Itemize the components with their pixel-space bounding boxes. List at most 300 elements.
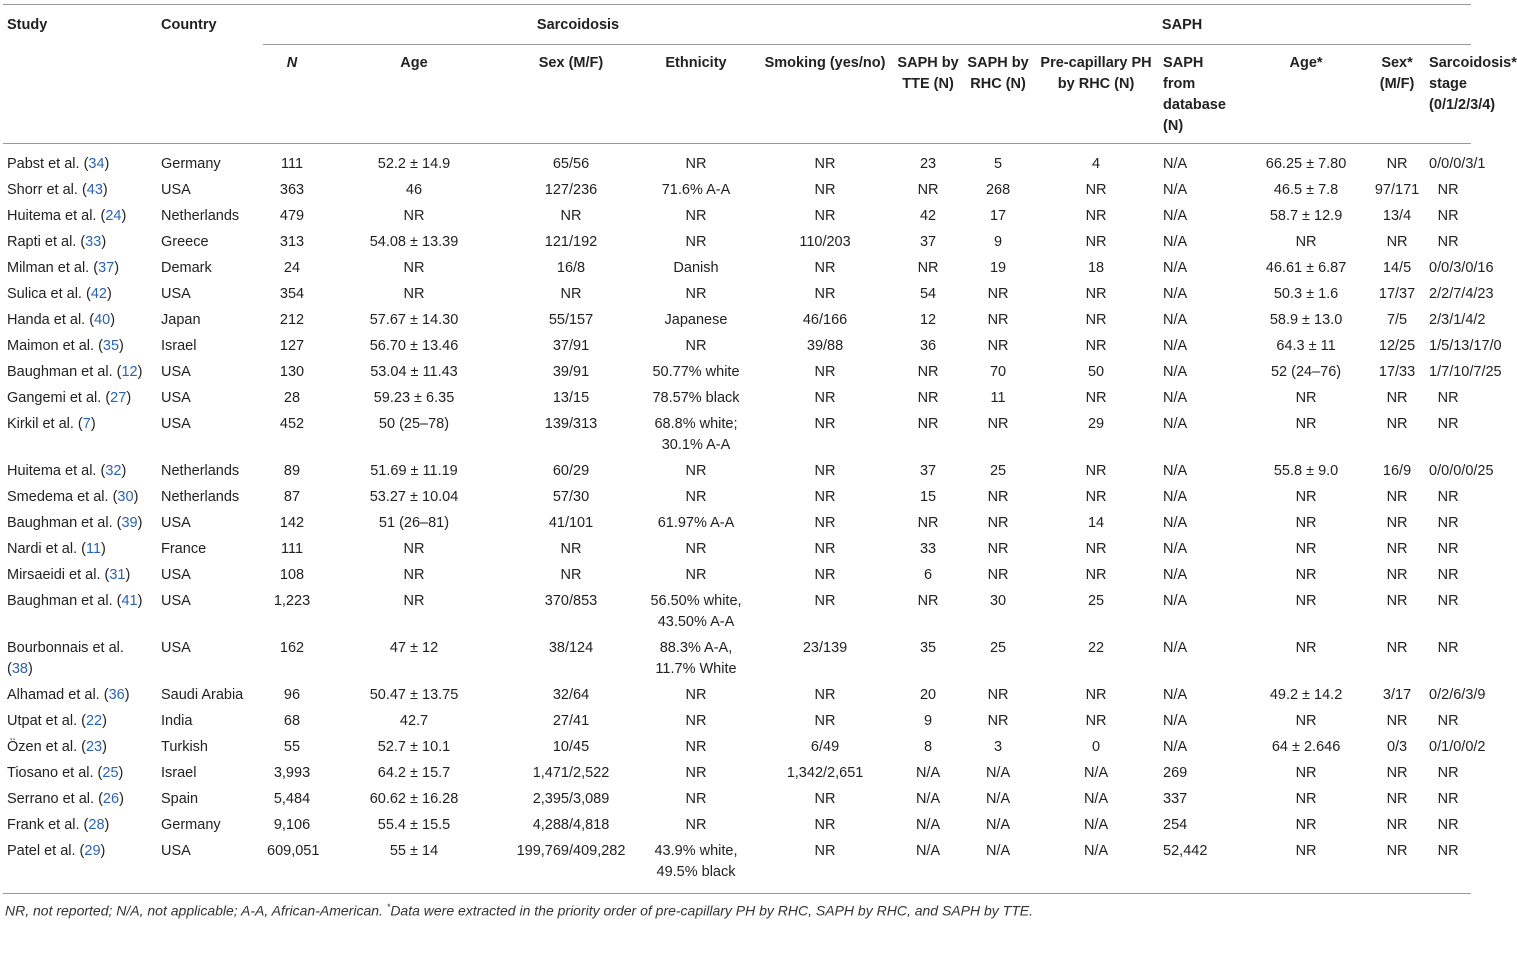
cell-sex: 57/30 (552, 489, 590, 505)
cell-eth: 56.50% white, 43.50% A-A (650, 593, 742, 630)
cell-stage: 1/5/13/17/0 (1429, 338, 1502, 354)
cell-db: N/A (1163, 208, 1188, 224)
reference-link[interactable]: 37 (98, 260, 115, 276)
cell-stage: NR (1437, 593, 1459, 609)
study-name: Pabst et al. ( (7, 156, 89, 172)
reference-link[interactable]: 12 (121, 364, 138, 380)
cell-sex: 37/91 (552, 338, 590, 354)
reference-link[interactable]: 31 (109, 567, 126, 583)
cell-age2: 64.3 ± 11 (1276, 338, 1336, 354)
reference-link[interactable]: 42 (90, 286, 107, 302)
cell-country: Germany (161, 817, 221, 833)
cell-smk: NR (757, 839, 893, 894)
cell-smk: 23/139 (802, 640, 848, 656)
header-age: Age (321, 45, 507, 144)
cell-study: Tiosano et al. (25) (7, 765, 124, 781)
cell-pre: NR (1085, 713, 1107, 729)
cell-age: 64.2 ± 15.7 (377, 765, 451, 781)
cell-eth: NR (685, 713, 707, 729)
cell-sex2: 0/3 (1386, 739, 1408, 755)
table-row (3, 735, 1471, 761)
cell-age: 52.7 ± 10.1 (377, 739, 451, 755)
cell-stage: NR (1437, 567, 1459, 583)
cell-stage: NR (1437, 489, 1459, 505)
cell-sex2: NR (1386, 234, 1408, 250)
cell-age: 47 ± 12 (389, 640, 439, 656)
cell-db: 337 (1163, 791, 1188, 807)
cell-smk: NR (814, 817, 836, 833)
cell-db: N/A (1163, 338, 1188, 354)
cell-sex: 4,288/4,818 (532, 817, 610, 833)
cell-pre: 18 (1087, 260, 1105, 276)
cell-eth: 71.6% A-A (661, 182, 731, 198)
cell-n: 142 (279, 515, 305, 531)
cell-age2: 52 (24–76) (1270, 364, 1342, 380)
cell-age2: 46.5 ± 7.8 (1273, 182, 1339, 198)
cell-tte: 12 (919, 312, 937, 328)
cell-pre: 25 (1087, 593, 1105, 609)
cell-rhc: NR (987, 338, 1009, 354)
table-row (3, 386, 1471, 412)
cell-tte: N/A (915, 817, 941, 833)
cell-pre: 0 (1092, 739, 1101, 755)
cell-sex2: NR (1386, 640, 1408, 656)
cell-sex2: NR (1386, 713, 1408, 729)
cell-stage: NR (1437, 515, 1459, 531)
study-name: Tiosano et al. ( (7, 765, 103, 781)
cell-rhc: NR (987, 286, 1009, 302)
cell-sex2: 7/5 (1386, 312, 1408, 328)
cell-tte: NR (917, 593, 939, 609)
cell-db: N/A (1163, 390, 1188, 406)
cell-age: 53.04 ± 11.43 (370, 364, 458, 380)
cell-smk: NR (814, 390, 836, 406)
header-smoking: Smoking (yes/no) (757, 45, 893, 144)
cell-age: 54.08 ± 13.39 (369, 234, 459, 250)
cell-pre: 4 (1092, 156, 1101, 172)
cell-n: 162 (279, 640, 305, 656)
cell-study: Huitema et al. (24) (7, 208, 127, 224)
cell-tte: NR (917, 182, 939, 198)
cell-age2: 46.61 ± 6.87 (1265, 260, 1347, 276)
table-row (3, 334, 1471, 360)
cell-eth: NR (685, 739, 707, 755)
cell-country: Turkish (161, 739, 208, 755)
header-saph-group: SAPH (893, 5, 1471, 45)
table-row (3, 144, 1471, 178)
table-row (3, 485, 1471, 511)
study-name: Gangemi et al. ( (7, 390, 111, 406)
cell-age: NR (403, 208, 425, 224)
cell-country: Greece (161, 234, 209, 250)
cell-sex2: 14/5 (1382, 260, 1412, 276)
cell-stage: 2/2/7/4/23 (1429, 286, 1494, 302)
cell-db: N/A (1163, 567, 1188, 583)
cell-sex2: NR (1386, 515, 1408, 531)
cell-n: 363 (279, 182, 305, 198)
cell-age2: NR (1295, 567, 1317, 583)
cell-rhc: NR (987, 515, 1009, 531)
reference-link[interactable]: 7 (82, 416, 91, 432)
cell-eth: NR (685, 567, 707, 583)
cell-n: 111 (280, 541, 304, 557)
study-name: Rapti et al. ( (7, 234, 86, 250)
cell-age: 50 (25–78) (378, 416, 450, 432)
cell-age2: NR (1295, 416, 1317, 432)
footnote-star: * (386, 902, 391, 912)
reference-link[interactable]: 34 (88, 156, 105, 172)
cell-smk: 39/88 (806, 338, 844, 354)
table-row (3, 589, 1471, 636)
cell-age2: NR (1295, 390, 1317, 406)
header-precap: Pre-capillary PH by RHC (N) (1033, 45, 1159, 144)
cell-eth: NR (685, 817, 707, 833)
cell-smk: NR (814, 260, 836, 276)
cell-sex2: NR (1386, 416, 1408, 432)
cell-smk: NR (814, 364, 836, 380)
cell-smk: NR (814, 156, 836, 172)
cell-n: 9,106 (273, 817, 311, 833)
cell-study: Patel et al. (29) (3, 839, 157, 894)
cell-age: NR (403, 593, 425, 609)
cell-smk: 1,342/2,651 (786, 765, 864, 781)
cell-tte: 35 (919, 640, 937, 656)
cell-n: 130 (279, 364, 305, 380)
header-saph-tte: SAPH by TTE (N) (893, 45, 963, 144)
cell-study: Maimon et al. (35) (7, 338, 124, 354)
reference-link[interactable]: 40 (94, 312, 111, 328)
cell-db: N/A (1163, 489, 1188, 505)
cell-smk: NR (814, 416, 836, 432)
cell-n: 5,484 (273, 791, 311, 807)
cell-db: N/A (1163, 541, 1188, 557)
study-name: Huitema et al. ( (7, 208, 106, 224)
reference-link[interactable]: 25 (102, 765, 119, 781)
cell-sex2: 97/171 (1374, 182, 1420, 198)
cell-rhc: N/A (985, 817, 1011, 833)
cell-eth: Japanese (664, 312, 728, 328)
cell-sex: 27/41 (552, 713, 590, 729)
cell-smk: NR (814, 541, 836, 557)
cell-rhc: N/A (963, 839, 1033, 894)
cell-sex2: NR (1386, 489, 1408, 505)
cell-age2: 49.2 ± 14.2 (1269, 687, 1343, 703)
header-saph-db: SAPH from database (N) (1159, 45, 1243, 144)
cell-rhc: 3 (994, 739, 1003, 755)
cell-n: 1,223 (273, 593, 311, 609)
cell-n: 68 (283, 713, 301, 729)
reference-link[interactable]: 41 (121, 593, 138, 609)
study-name: Özen et al. ( (7, 739, 86, 755)
cell-study: Gangemi et al. (27) (7, 390, 132, 406)
table-row (3, 709, 1471, 735)
cell-country: USA (161, 364, 191, 380)
cell-study: Özen et al. (23) (7, 739, 107, 755)
cell-sex: 370/853 (544, 593, 598, 609)
cell-stage: 0/0/3/0/16 (1429, 260, 1494, 276)
cell-sex2: NR (1386, 817, 1408, 833)
cell-pre: NR (1085, 312, 1107, 328)
cell-sex2: NR (1386, 791, 1408, 807)
cell-age2: NR (1295, 593, 1317, 609)
reference-link[interactable]: 23 (85, 739, 103, 755)
study-name: Sulica et al. ( (7, 286, 91, 302)
cell-smk: 110/203 (799, 234, 851, 250)
cell-sex: 13/15 (552, 390, 590, 406)
cell-n: 108 (279, 567, 305, 583)
cell-age2: NR (1295, 541, 1317, 557)
cell-rhc: NR (987, 687, 1009, 703)
cell-tte: 33 (919, 541, 937, 557)
cell-n: 127 (279, 338, 305, 354)
cell-smk: NR (814, 593, 836, 609)
study-name: Huitema et al. ( (7, 463, 106, 479)
header-saph-rhc: SAPH by RHC (N) (963, 45, 1033, 144)
cell-db: N/A (1163, 463, 1188, 479)
cell-sex: 38/124 (548, 640, 594, 656)
cell-tte: 54 (919, 286, 937, 302)
cell-tte: 15 (919, 489, 937, 505)
cell-rhc: N/A (985, 791, 1011, 807)
cell-pre: 29 (1087, 416, 1105, 432)
cell-db: N/A (1163, 515, 1188, 531)
cell-tte: NR (917, 364, 939, 380)
cell-db: N/A (1163, 713, 1188, 729)
cell-n: 87 (283, 489, 301, 505)
cell-study: Utpat et al. (22) (7, 713, 107, 729)
cell-tte: N/A (915, 791, 941, 807)
cell-study: Mirsaeidi et al. (31) (7, 567, 131, 583)
cell-sex: 2,395/3,089 (532, 791, 610, 807)
cell-study: Smedema et al. (30) (7, 489, 139, 505)
cell-sex: 55/157 (548, 312, 594, 328)
cell-rhc: 70 (989, 364, 1007, 380)
cell-study: Shorr et al. (43) (7, 182, 108, 198)
reference-link[interactable]: 27 (110, 390, 127, 406)
cell-sex2: 17/37 (1378, 286, 1416, 302)
cell-sex2: 12/25 (1378, 338, 1416, 354)
cell-sex: 139/313 (544, 416, 598, 432)
reference-link[interactable]: 43 (86, 182, 103, 198)
cell-age: 50.47 ± 13.75 (369, 687, 459, 703)
cell-sex: 121/192 (544, 234, 598, 250)
cell-smk: 6/49 (810, 739, 840, 755)
cell-country: USA (161, 286, 191, 302)
cell-pre: NR (1085, 234, 1107, 250)
cell-study: Serrano et al. (26) (7, 791, 124, 807)
cell-study: Huitema et al. (32) (7, 463, 127, 479)
cell-sex2: NR (1386, 390, 1408, 406)
header-age2: Age* (1243, 45, 1369, 144)
table-row (3, 787, 1471, 813)
reference-link[interactable]: 22 (85, 713, 103, 729)
cell-n: 479 (279, 208, 305, 224)
cell-n: 452 (279, 416, 305, 432)
reference-link[interactable]: 24 (105, 208, 122, 224)
reference-link[interactable]: 35 (102, 338, 120, 354)
cell-smk: NR (814, 489, 836, 505)
cell-age2: NR (1295, 791, 1317, 807)
cell-pre: NR (1085, 489, 1107, 505)
header-blank-study (3, 45, 157, 144)
cell-eth: NR (685, 208, 707, 224)
cell-stage: NR (1425, 839, 1471, 894)
cell-smk: NR (814, 463, 836, 479)
header-row-groups (3, 5, 1471, 45)
reference-link[interactable]: 38 (11, 661, 28, 677)
cell-age: 46 (405, 182, 423, 198)
cell-pre: NR (1085, 338, 1107, 354)
cell-db: N/A (1163, 593, 1188, 609)
cell-age2: NR (1295, 489, 1317, 505)
cell-age: 52.2 ± 14.9 (377, 156, 451, 172)
cell-db: N/A (1163, 260, 1188, 276)
study-name: Shorr et al. ( (7, 182, 87, 198)
cell-rhc: 25 (989, 463, 1007, 479)
study-name: Baughman et al. ( (7, 593, 122, 609)
reference-link[interactable]: 33 (85, 234, 102, 250)
cell-stage: NR (1437, 390, 1459, 406)
study-name: Utpat et al. ( (7, 713, 86, 729)
reference-link[interactable]: 11 (85, 541, 102, 557)
cell-sex2: 16/9 (1382, 463, 1412, 479)
cell-eth: 43.9% white, 49.5% black (635, 839, 757, 894)
cell-tte: 37 (919, 234, 937, 250)
cell-sex: 32/64 (552, 687, 590, 703)
cell-rhc: NR (987, 541, 1009, 557)
cell-rhc: NR (987, 567, 1009, 583)
table-row (3, 636, 1471, 683)
cell-smk: 46/166 (802, 312, 848, 328)
cell-study: Baughman et al. (12) (7, 364, 143, 380)
cell-pre: 14 (1087, 515, 1105, 531)
cell-country: Japan (161, 312, 201, 328)
cell-country: Spain (161, 791, 199, 807)
reference-link[interactable]: 26 (102, 791, 120, 807)
cell-country: USA (161, 515, 191, 531)
cell-age: 60.62 ± 16.28 (369, 791, 459, 807)
cell-stage: NR (1437, 182, 1459, 198)
table-row (3, 537, 1471, 563)
header-stage: Sarcoidosis* stage (0/1/2/3/4) (1425, 45, 1471, 144)
cell-n: 313 (279, 234, 305, 250)
cell-tte: 36 (919, 338, 937, 354)
table-row (3, 230, 1471, 256)
cell-country: Netherlands (161, 208, 240, 224)
cell-country: Israel (161, 338, 197, 354)
reference-link[interactable]: 39 (121, 515, 138, 531)
cell-n: 96 (283, 687, 301, 703)
cell-age: NR (403, 567, 425, 583)
cell-study: Handa et al. (40) (7, 312, 116, 328)
cell-n: 55 (283, 739, 301, 755)
cell-tte: NR (917, 416, 939, 432)
cell-sex: 16/8 (556, 260, 586, 276)
cell-db: N/A (1163, 156, 1188, 172)
table-body (3, 144, 1502, 894)
cell-eth: NR (685, 463, 707, 479)
cell-pre: N/A (1083, 791, 1109, 807)
cell-age: NR (403, 541, 425, 557)
cell-age2: NR (1295, 713, 1317, 729)
cell-study: Baughman et al. (39) (7, 515, 143, 531)
cell-pre: NR (1085, 567, 1107, 583)
cell-pre: NR (1085, 182, 1107, 198)
cell-pre: N/A (1033, 839, 1159, 894)
reference-link[interactable]: 32 (105, 463, 122, 479)
cell-smk: NR (814, 208, 836, 224)
cell-age: 51.69 ± 11.19 (370, 463, 458, 479)
cell-study: Pabst et al. (34) (7, 156, 110, 172)
cell-sex: 127/236 (544, 182, 598, 198)
cell-sex2: 13/4 (1382, 208, 1412, 224)
cell-stage: 1/7/10/7/25 (1429, 364, 1502, 380)
cell-pre: NR (1085, 390, 1107, 406)
cell-rhc: 11 (990, 390, 1006, 406)
cell-sex: NR (560, 567, 582, 583)
cell-sex: 199,769/409,282 (507, 839, 635, 894)
cell-rhc: 19 (989, 260, 1007, 276)
cell-age2: 58.7 ± 12.9 (1269, 208, 1343, 224)
cell-country: Israel (161, 765, 197, 781)
cell-db: N/A (1163, 739, 1188, 755)
cell-rhc: 268 (985, 182, 1011, 198)
table-row (3, 360, 1471, 386)
cell-country: USA (161, 390, 191, 406)
study-name: Alhamad et al. ( (7, 687, 109, 703)
cell-tte: N/A (893, 839, 963, 894)
header-country: Country (157, 5, 263, 45)
cell-pre: NR (1085, 208, 1107, 224)
reference-link[interactable]: 28 (88, 817, 105, 833)
cell-sex: 10/45 (552, 739, 590, 755)
cell-tte: 42 (919, 208, 937, 224)
cell-age2: NR (1295, 234, 1317, 250)
header-study: Study (3, 5, 157, 45)
cell-rhc: NR (987, 416, 1009, 432)
reference-link[interactable]: 29 (84, 843, 101, 859)
cell-stage: NR (1437, 541, 1459, 557)
cell-db: N/A (1163, 312, 1188, 328)
cell-eth: 78.57% black (652, 390, 740, 406)
cell-stage: 0/2/6/3/9 (1429, 687, 1486, 703)
cell-db: N/A (1163, 364, 1188, 380)
reference-link[interactable]: 30 (117, 489, 134, 505)
table-row (3, 563, 1471, 589)
cell-n: 89 (283, 463, 301, 479)
cell-study: Kirkil et al. (7) (7, 416, 96, 432)
study-name: Baughman et al. ( (7, 364, 122, 380)
cell-rhc: NR (987, 489, 1009, 505)
study-name: Milman et al. ( (7, 260, 99, 276)
study-name: Patel et al. ( (7, 843, 85, 859)
cell-sex: NR (560, 208, 582, 224)
footnote-rest: Data were extracted in the priority order of pre-capillary PH by RHC, SAPH by RHC, and SAPH by TTE. (390, 902, 1033, 919)
table-row (3, 839, 1471, 894)
table-container (3, 4, 1517, 919)
study-name: Handa et al. ( (7, 312, 95, 328)
cell-db: N/A (1163, 234, 1188, 250)
reference-link[interactable]: 36 (108, 687, 125, 703)
cell-sex2: NR (1386, 765, 1408, 781)
cell-sex2: 17/33 (1378, 364, 1416, 380)
cell-smk: NR (814, 567, 836, 583)
table-row (3, 282, 1471, 308)
cell-sex2: NR (1369, 839, 1425, 894)
cell-n: 24 (283, 260, 301, 276)
cell-study: Frank et al. (28) (7, 817, 110, 833)
cell-smk: NR (814, 182, 836, 198)
